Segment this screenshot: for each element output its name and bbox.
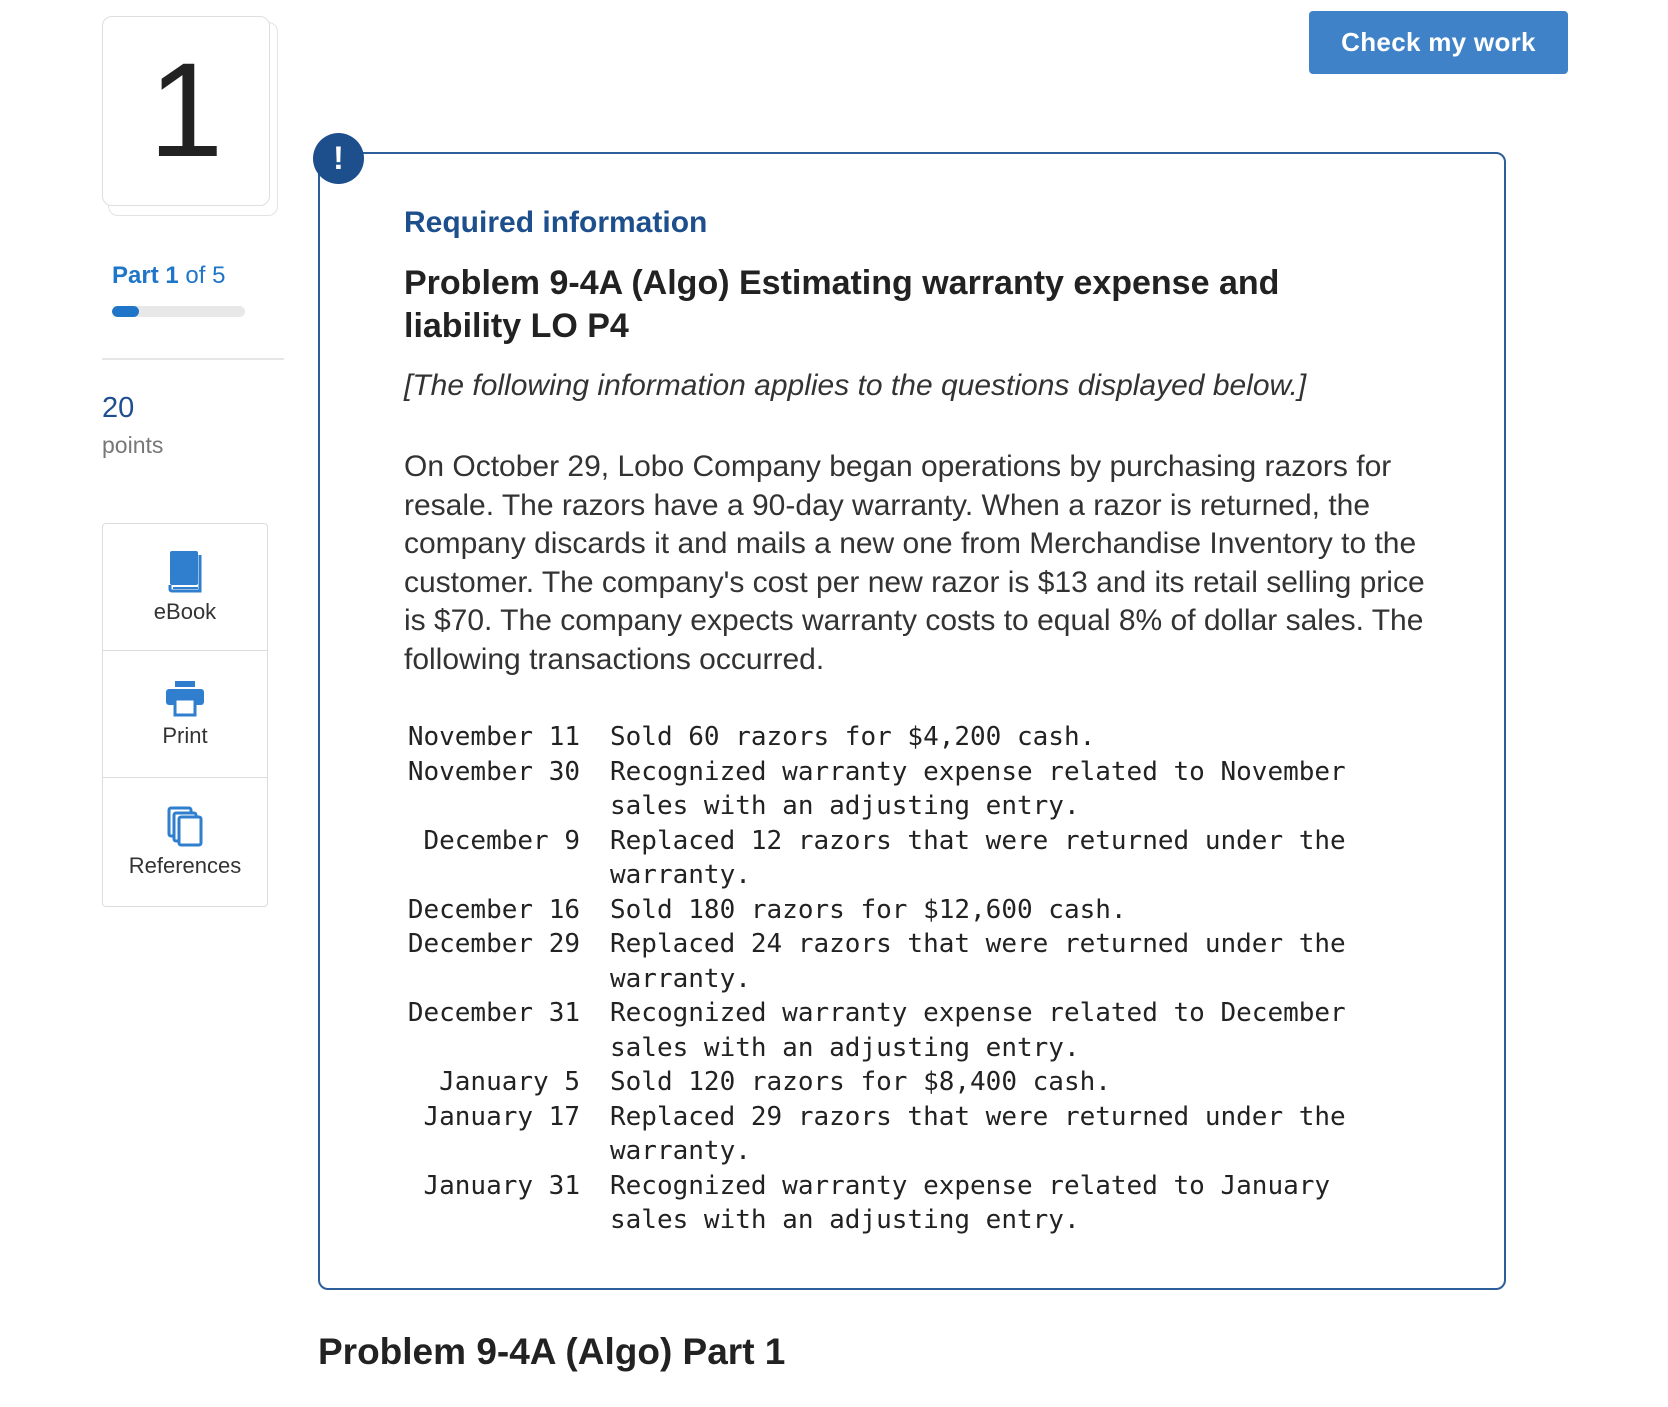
required-information-heading: Required information bbox=[404, 206, 708, 239]
tools-panel bbox=[102, 523, 268, 907]
points-value: 20 bbox=[102, 392, 135, 424]
transaction-description: Sold 180 razors for $12,600 cash. bbox=[610, 894, 1127, 925]
transaction-row bbox=[400, 996, 1370, 1065]
transaction-row bbox=[400, 1065, 1370, 1100]
print-button[interactable] bbox=[103, 651, 267, 778]
print-label: Print bbox=[162, 723, 208, 748]
ebook-button[interactable] bbox=[103, 524, 267, 651]
references-button[interactable] bbox=[103, 778, 267, 905]
sidebar-divider bbox=[102, 358, 284, 360]
ebook-label: eBook bbox=[153, 599, 217, 624]
part-total: 5 bbox=[212, 262, 226, 289]
transaction-description: Sold 60 razors for $4,200 cash. bbox=[610, 722, 1096, 752]
transaction-description: Recognized warranty expense related to December sales with an adjusting entry. bbox=[610, 998, 1346, 1063]
transaction-date: December 31 bbox=[407, 998, 580, 1028]
points-label: points bbox=[102, 432, 164, 458]
transaction-date: November 11 bbox=[407, 722, 580, 752]
printer-icon bbox=[164, 679, 206, 717]
transaction-row bbox=[400, 1169, 1370, 1238]
transaction-row bbox=[400, 824, 1370, 893]
book-icon bbox=[167, 549, 203, 593]
part-of: of bbox=[185, 262, 206, 289]
transaction-description: Recognized warranty expense related to November sales with an adjusting entry. bbox=[610, 756, 1346, 821]
intro-note: [The following information applies to the questions displayed below.] bbox=[404, 369, 1307, 402]
problem-description: On October 29, Lobo Company began operations by purchasing razors for resale. The razors have a 90-day warranty. When a razor is returned, the company discards it and mails a new one from Merchandise Inventory to the customer. The company's cost per new razor is $13 and its retail selling price is $70. The company expects warranty costs to equal 8% of dollar sales. The following transactions occurred. bbox=[404, 450, 1425, 676]
transaction-date: December 9 bbox=[423, 825, 580, 856]
transaction-date: January 31 bbox=[423, 1170, 580, 1201]
part-indicator bbox=[112, 262, 225, 290]
references-label: References bbox=[128, 852, 242, 878]
transaction-row bbox=[400, 893, 1370, 928]
part-current: 1 bbox=[165, 262, 179, 289]
alert-icon: ! bbox=[313, 133, 364, 184]
part-progress-fill bbox=[112, 306, 139, 317]
transactions-table bbox=[400, 720, 1370, 1238]
part-prefix: Part bbox=[112, 262, 159, 289]
check-my-work-button[interactable]: Check my work bbox=[1309, 11, 1568, 74]
transaction-row bbox=[400, 755, 1370, 824]
transaction-date: November 30 bbox=[407, 756, 580, 787]
transaction-row bbox=[400, 1100, 1370, 1169]
transaction-description: Sold 120 razors for $8,400 cash. bbox=[610, 1067, 1111, 1097]
transaction-description: Replaced 24 razors that were returned under the warranty. bbox=[610, 929, 1346, 994]
part-progress-bar bbox=[112, 306, 245, 317]
transaction-description: Recognized warranty expense related to January sales with an adjusting entry. bbox=[610, 1170, 1331, 1235]
copy-icon bbox=[166, 805, 204, 847]
problem-title: Problem 9-4A (Algo) Estimating warranty expense and liability LO P4 bbox=[404, 264, 1280, 345]
transaction-date: January 17 bbox=[423, 1101, 580, 1132]
transaction-row bbox=[400, 720, 1370, 755]
transaction-description: Replaced 29 razors that were returned under the warranty. bbox=[610, 1101, 1346, 1166]
transaction-date: January 5 bbox=[439, 1067, 580, 1097]
transaction-date: December 29 bbox=[407, 929, 580, 959]
part-heading: Problem 9-4A (Algo) Part 1 bbox=[318, 1331, 786, 1372]
transaction-description: Replaced 12 razors that were returned under the warranty. bbox=[610, 825, 1346, 890]
question-number: 1 bbox=[102, 16, 270, 206]
transaction-date: December 16 bbox=[407, 894, 580, 925]
transaction-row bbox=[400, 927, 1370, 996]
